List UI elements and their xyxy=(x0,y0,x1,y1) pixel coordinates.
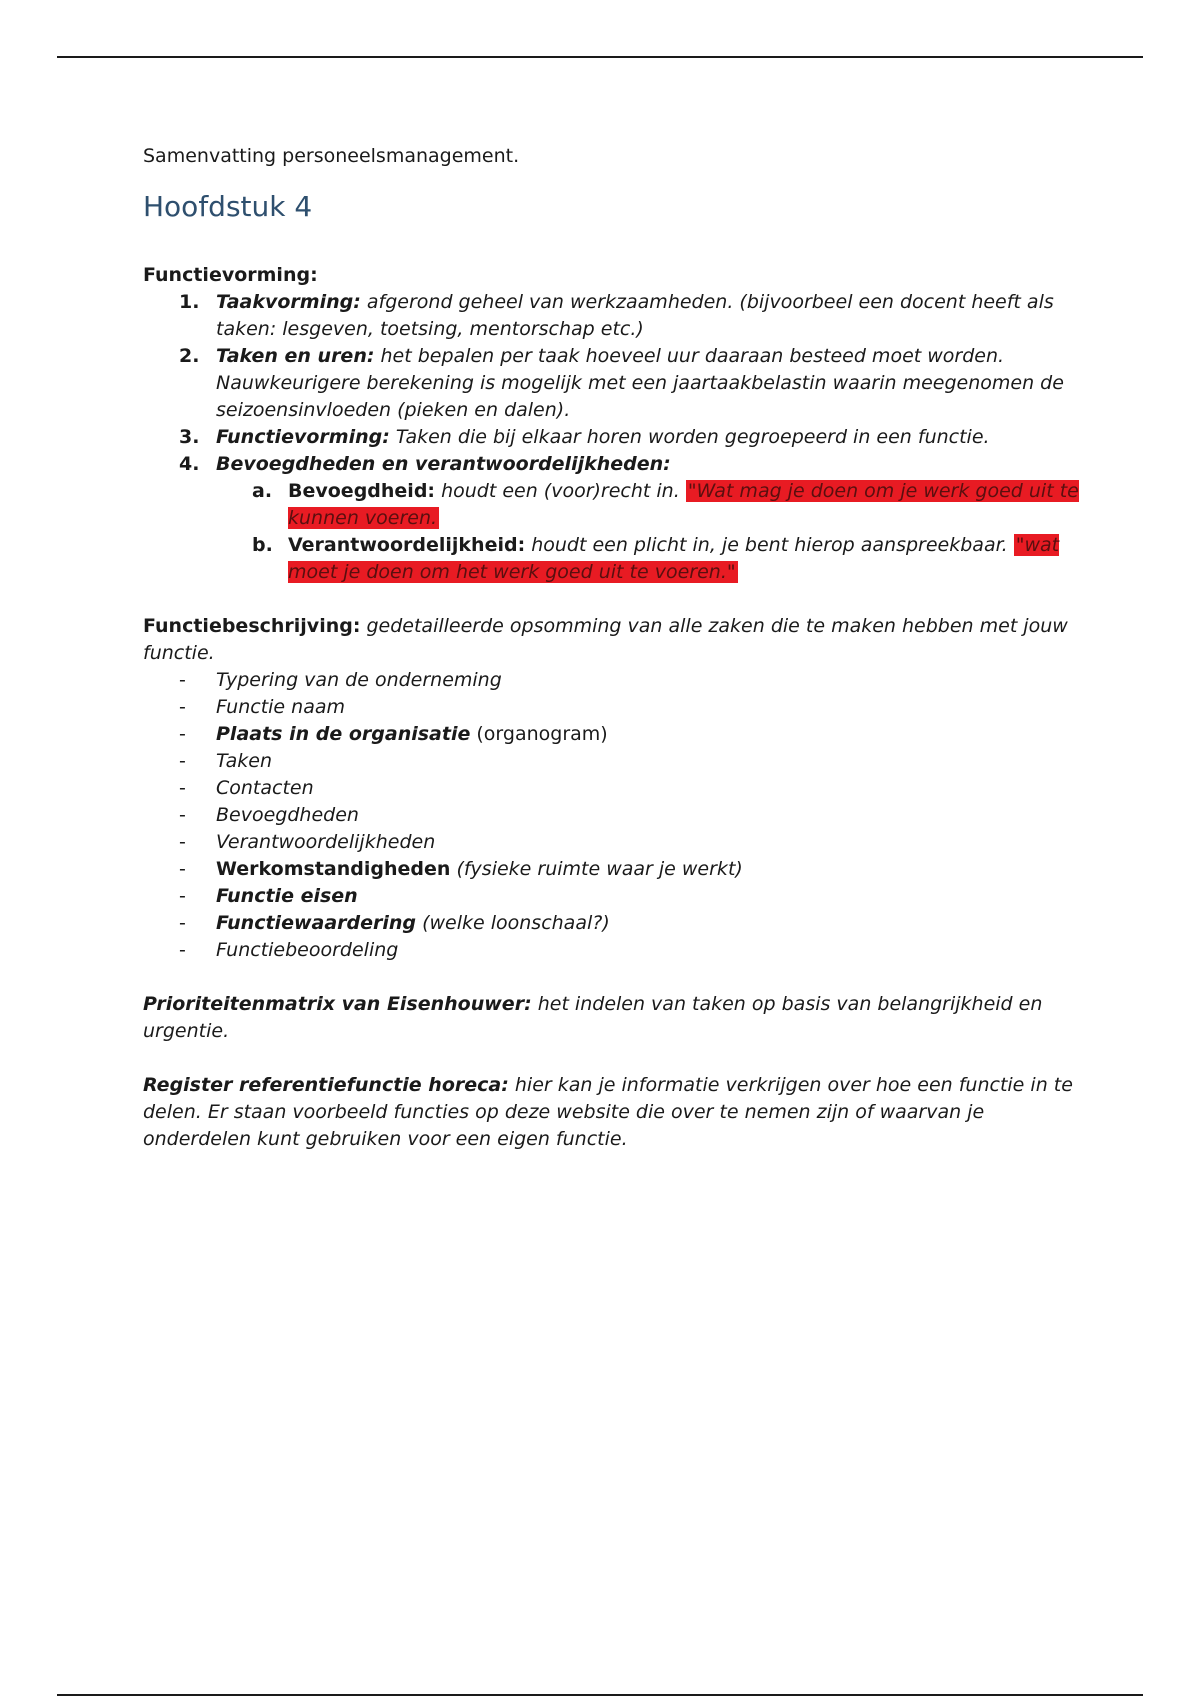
paragraph-term: Functiebeschrijving: xyxy=(143,615,361,637)
list-item-main: Bevoegdheden xyxy=(216,804,359,826)
list-item-main: Contacten xyxy=(216,777,314,799)
paragraph-text: het indelen van taken op basis van belangrijkheid en urgentie. xyxy=(143,993,1043,1042)
item-number: 3. xyxy=(179,426,200,448)
list-item: - Werkomstandigheden (fysieke ruimte waar je werkt) xyxy=(179,858,743,880)
sub-item-term: Verantwoordelijkheid: xyxy=(288,534,526,556)
item-term: Taakvorming: xyxy=(216,291,361,313)
header-rule xyxy=(57,56,1143,58)
list-item-main: Typering van de onderneming xyxy=(216,669,502,691)
list-item: - Functiebeoordeling xyxy=(179,939,399,961)
list-item: - Plaats in de organisatie (organogram) xyxy=(179,723,608,745)
sub-item-text: houdt een (voor)recht in. xyxy=(435,480,686,502)
item-text: het bepalen per taak hoeveel uur daaraan besteed moet worden. Nauwkeurigere berekening is mogelijk met een jaartaakbelastin waarin meegenomen de seizoensinvloeden (pieken en dalen). xyxy=(216,345,1064,421)
list-item: - Bevoegdheden xyxy=(179,804,359,826)
sub-item-a xyxy=(143,478,1093,532)
list-item-main: Plaats in de organisatie xyxy=(216,723,471,745)
eisenhouwer-paragraph xyxy=(143,991,1093,1045)
sub-item-letter: b. xyxy=(252,534,273,556)
paragraph-term: Prioriteitenmatrix van Eisenhouwer: xyxy=(143,993,532,1015)
sub-item-letter: a. xyxy=(252,480,273,502)
sub-item-text: houdt een plicht in, je bent hierop aanspreekbaar. xyxy=(525,534,1014,556)
numbered-item-4 xyxy=(143,451,1093,478)
list-item-extra: (welke loonschaal?) xyxy=(416,912,610,934)
sub-item-b xyxy=(143,532,1093,586)
chapter-heading: Hoofdstuk 4 xyxy=(143,190,313,223)
document-body xyxy=(143,143,1093,1153)
paragraph-text: gedetailleerde opsomming van alle zaken die te maken hebben met jouw functie. xyxy=(143,615,1068,664)
highlighted-quote: "Wat mag je doen om je werk goed uit te kunnen voeren. xyxy=(288,480,1079,529)
list-item-main: Functiewaardering xyxy=(216,912,417,934)
list-item-main: Functie eisen xyxy=(216,885,358,907)
list-item-main: Taken xyxy=(216,750,272,772)
item-term: Bevoegdheden en verantwoordelijkheden: xyxy=(216,453,671,475)
list-item-extra: (fysieke ruimte waar je werkt) xyxy=(450,858,743,880)
functiebeschrijving-list xyxy=(143,667,1093,964)
list-item-main: Functie naam xyxy=(216,696,345,718)
paragraph-term: Register referentiefunctie horeca: xyxy=(143,1074,509,1096)
sub-item-term: Bevoegdheid: xyxy=(288,480,436,502)
highlighted-quote: "wat moet je doen om het werk goed uit te voeren." xyxy=(288,534,1060,583)
functievorming-title: Functievorming: xyxy=(143,264,318,286)
document-subtitle: Samenvatting personeelsmanagement. xyxy=(143,145,520,167)
list-item: - Functie naam xyxy=(179,696,345,718)
list-item: - Functiewaardering (welke loonschaal?) xyxy=(179,912,610,934)
list-item: - Typering van de onderneming xyxy=(179,669,502,691)
item-number: 2. xyxy=(179,345,200,367)
list-item-main: Werkomstandigheden xyxy=(216,858,451,880)
item-text: Taken die bij elkaar horen worden gegroepeerd in een functie. xyxy=(389,426,990,448)
functiebeschrijving-paragraph xyxy=(143,613,1093,667)
item-number: 4. xyxy=(179,453,200,475)
list-item: - Verantwoordelijkheden xyxy=(179,831,436,853)
numbered-item-2 xyxy=(143,343,1093,424)
list-item-extra: (organogram) xyxy=(470,723,608,745)
item-number: 1. xyxy=(179,291,200,313)
item-term: Taken en uren: xyxy=(216,345,375,367)
paragraph-text: hier kan je informatie verkrijgen over hoe een functie in te delen. Er staan voorbeeld functies op deze website die over te nemen zijn of waarvan je onderdelen kunt gebruiken voor een eigen functie. xyxy=(143,1074,1073,1150)
list-item-main: Verantwoordelijkheden xyxy=(216,831,436,853)
list-item: - Contacten xyxy=(179,777,314,799)
numbered-item-1 xyxy=(143,289,1093,343)
list-item: - Taken xyxy=(179,750,272,772)
numbered-item-3 xyxy=(143,424,1093,451)
footer-rule xyxy=(57,1694,1143,1696)
list-item: - Functie eisen xyxy=(179,885,358,907)
list-item-main: Functiebeoordeling xyxy=(216,939,399,961)
item-term: Functievorming: xyxy=(216,426,390,448)
register-paragraph xyxy=(143,1072,1093,1153)
item-text: afgerond geheel van werkzaamheden. (bijvoorbeel een docent heeft als taken: lesgeven, toetsing, mentorschap etc.) xyxy=(216,291,1054,340)
